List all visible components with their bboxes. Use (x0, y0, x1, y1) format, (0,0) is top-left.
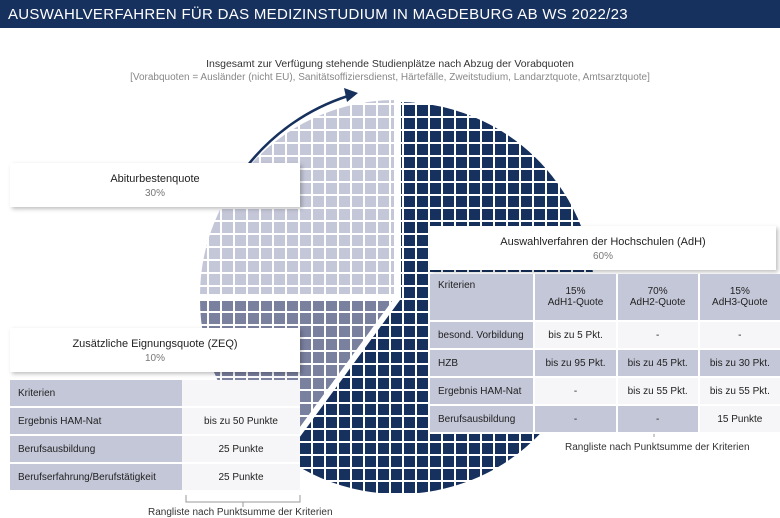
adh-row-label: Ergebnis HAM-Nat (430, 377, 534, 405)
zeq-header-cell: Kriterien (10, 380, 182, 407)
abitur-label-box (10, 163, 300, 207)
table-row (430, 377, 780, 405)
adh-share: 60% (592, 251, 613, 262)
page-title: AUSWAHLVERFAHREN FÜR DAS MEDIZINSTUDIUM IN MAGDEBURG AB WS 2022/23 (8, 6, 628, 23)
subtitle: Insgesamt zur Verfügung stehende Studienplätze nach Abzug der Vorabquoten (206, 58, 574, 70)
abitur-label: Abiturbestenquote (110, 173, 200, 185)
zeq-row-value: 25 Punkte (182, 463, 300, 491)
adh-column-header (534, 274, 616, 321)
adh-cell: - (534, 377, 616, 405)
table-row (430, 321, 780, 349)
adh-cell: - (534, 405, 616, 433)
zeq-label: Zusätzliche Eignungsquote (ZEQ) (72, 338, 238, 350)
adh-label: Auswahlverfahren der Hochschulen (AdH) (500, 236, 706, 248)
adh-cell: bis zu 55 Pkt. (699, 377, 780, 405)
adh-cell: - (699, 321, 780, 349)
zeq-label-box (10, 328, 300, 372)
adh-row-label: besond. Vorbildung (430, 321, 534, 349)
zeq-row-label: Ergebnis HAM-Nat (10, 407, 182, 435)
zeq-row-label: Berufserfahrung/Berufstätigkeit (10, 463, 182, 491)
adh2-name: AdH2-Quote (629, 297, 686, 308)
adh-cell: bis zu 45 Pkt. (617, 349, 699, 377)
table-row (430, 349, 780, 377)
adh-cell: - (617, 321, 699, 349)
adh-cell: bis zu 95 Pkt. (534, 349, 616, 377)
zeq-share: 10% (144, 353, 165, 364)
arrow-head-icon (344, 88, 358, 102)
zeq-note: Rangliste nach Punktsumme der Kriterien (148, 507, 333, 518)
table-row (10, 435, 300, 463)
bracket-zeq (186, 495, 300, 507)
table-row (10, 380, 300, 407)
adh3-name: AdH3-Quote (712, 297, 768, 308)
zeq-row-value: bis zu 50 Punkte (182, 407, 300, 435)
adh-cell: - (617, 405, 699, 433)
abitur-share: 30% (144, 188, 165, 199)
adh-cell: bis zu 55 Pkt. (617, 377, 699, 405)
adh-cell: bis zu 30 Pkt. (699, 349, 780, 377)
adh-row-label: Berufsausbildung (430, 405, 534, 433)
adh2-pct: 70% (647, 286, 668, 297)
zeq-row-value: 25 Punkte (182, 435, 300, 463)
adh-note: Rangliste nach Punktsumme der Kriterien (565, 442, 750, 453)
adh-column-header (617, 274, 699, 321)
table-row (10, 463, 300, 491)
adh-cell: 15 Punkte (699, 405, 780, 433)
adh3-pct: 15% (729, 286, 750, 297)
zeq-header-empty-cell (182, 380, 300, 407)
adh-header-cell: Kriterien (430, 274, 534, 321)
table-row (10, 407, 300, 435)
subtitle-note: [Vorabquoten = Ausländer (nicht EU), Sanitätsoffiziersdienst, Härtefälle, Zweitstudium, Landarztquote, Amtsarztquote] (130, 72, 650, 83)
zeq-row-label: Berufsausbildung (10, 435, 182, 463)
adh-row-label: HZB (430, 349, 534, 377)
adh1-name: AdH1-Quote (547, 297, 604, 308)
adh1-pct: 15% (565, 286, 586, 297)
adh-cell: bis zu 5 Pkt. (534, 321, 616, 349)
adh-column-header (699, 274, 780, 321)
table-row (430, 274, 780, 321)
adh-table (430, 274, 780, 434)
table-row (430, 405, 780, 433)
adh-label-box (430, 226, 776, 270)
zeq-table (10, 380, 300, 492)
